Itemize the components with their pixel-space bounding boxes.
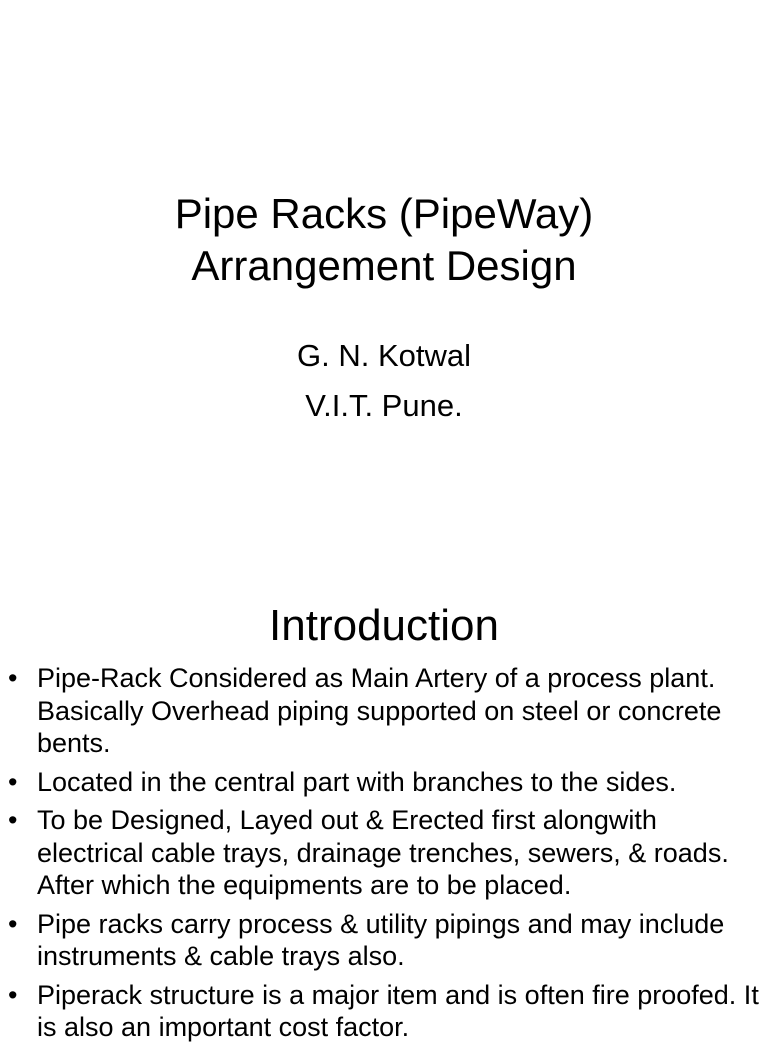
title-line-2: Arrangement Design bbox=[191, 242, 577, 289]
bullet-text: Pipe-Rack Considered as Main Artery of a process plant. Basically Overhead piping supported on steel or concrete bents. bbox=[37, 663, 722, 758]
slide-subtitle bbox=[0, 331, 768, 431]
introduction-slide bbox=[0, 576, 768, 1042]
bullet-text: Located in the central part with branches to the sides. bbox=[37, 766, 677, 797]
author-name: G. N. Kotwal bbox=[297, 338, 471, 373]
bullet-text: Piperack structure is a major item and is often fire proofed. It is also an important cost factor. bbox=[37, 979, 759, 1042]
bullet-item bbox=[0, 804, 768, 902]
bullet-list bbox=[0, 662, 768, 1050]
title-line-1: Pipe Racks (PipeWay) bbox=[174, 190, 594, 237]
bullet-item bbox=[0, 662, 768, 760]
bullet-icon: • bbox=[8, 766, 18, 797]
bullet-text: Pipe racks carry process & utility pipings and may include instruments & cable trays also. bbox=[37, 908, 725, 971]
bullet-icon: • bbox=[8, 663, 18, 693]
bullet-item bbox=[0, 979, 768, 1044]
bullet-item bbox=[0, 908, 768, 973]
slide-heading: Introduction bbox=[269, 601, 499, 650]
bullet-text: To be Designed, Layed out & Erected first alongwith electrical cable trays, drainage trenches, sewers, & roads. After which the equipments are to be placed. bbox=[37, 805, 729, 900]
bullet-item bbox=[0, 766, 768, 799]
slide-title bbox=[0, 188, 768, 292]
bullet-icon: • bbox=[8, 805, 18, 835]
author-institution: V.I.T. Pune. bbox=[305, 388, 463, 423]
bullet-icon: • bbox=[8, 908, 18, 939]
bullet-icon: • bbox=[8, 979, 18, 1010]
